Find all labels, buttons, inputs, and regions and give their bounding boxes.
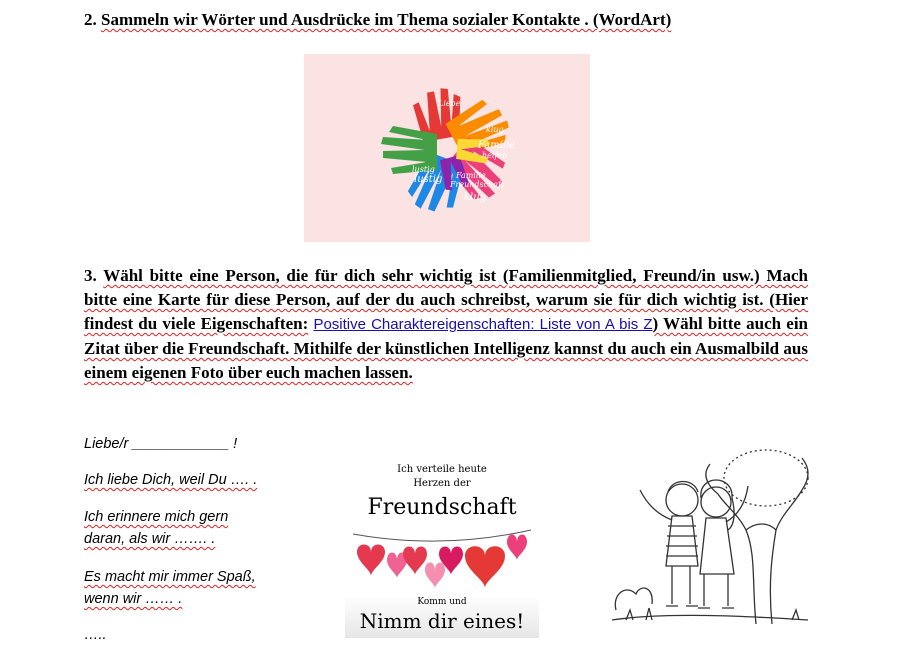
coloring-page-image <box>606 434 812 630</box>
quote-line-2: Herzen der <box>413 478 471 489</box>
quote-line-4: Komm und <box>417 597 467 607</box>
letter-line-fun-2-text: wenn wir …… . <box>84 591 183 607</box>
letter-line-fun-1 <box>84 566 256 588</box>
letter-line-love <box>84 469 257 491</box>
hearts-garland-illustration <box>345 446 539 638</box>
heart-icon <box>357 545 385 577</box>
kids-under-tree-illustration <box>606 434 812 630</box>
wordart-word-klug: klug <box>464 192 487 203</box>
character-traits-link[interactable]: Positive Charaktereigenschaften: Liste von A bis Z <box>313 316 653 333</box>
wordart-word-helfen: helfen <box>482 151 508 160</box>
letter-line-remember-1 <box>84 506 228 528</box>
task-3-number: 3. <box>84 266 97 285</box>
heart-icon <box>507 535 527 561</box>
letter-line-remember-2 <box>84 528 215 550</box>
wordart-word-familie-2: Familie <box>456 171 486 180</box>
hands-illustration <box>304 54 590 242</box>
quote-line-1: Ich verteile heute <box>397 464 487 475</box>
wordart-word-lustig-2: lustig <box>412 165 435 174</box>
heart-icon <box>465 546 505 588</box>
letter-line-fun-2 <box>84 588 182 610</box>
task-3-paragraph <box>84 264 808 385</box>
wordart-word-freundschaft: Freundschaft <box>450 180 505 189</box>
letter-line-love-text: Ich liebe Dich, weil Du …. . <box>84 472 258 488</box>
letter-ellipsis: ….. <box>84 627 107 643</box>
friendship-hearts-image <box>345 446 539 638</box>
task-2-heading <box>84 10 671 30</box>
wordart-hands-image <box>304 54 590 242</box>
wordart-word-klug-2: klug <box>486 125 504 134</box>
letter-greeting: Liebe/r ____________ ! <box>84 436 238 452</box>
wordart-word-liebe: Liebe <box>438 99 461 108</box>
letter-line-remember-1-text: Ich erinnere mich gern <box>84 509 229 525</box>
task-3-text-1: Wähl bitte eine Person, die für dich sehr wichtig ist (Familienmitglied, Freund/in usw.) Mach bitte eine Karte für diese Person, auf der du auch schreibst, warum sie für dich wichtig ist. (Hier findest du viele Eigenschaften: <box>84 266 808 333</box>
heart-icon <box>403 547 427 576</box>
wordart-word-lustig: lustig <box>414 174 443 185</box>
task-2-number: 2. <box>84 10 97 29</box>
letter-line-fun-1-text: Es macht mir immer Spaß, <box>84 569 256 585</box>
hanging-hearts <box>357 535 527 589</box>
letter-line-remember-2-text: daran, als wir ……. . <box>84 531 216 547</box>
task-3-text-2: ) Wähl bitte auch ein Zitat über die Freundschaft. Mithilfe der künstlichen Intelligenz kannst du auch ein Ausmalbild aus einem eigenen Foto über euch machen lassen. <box>84 314 809 382</box>
quote-line-5: Nimm dir eines! <box>359 609 525 633</box>
quote-line-3: Freundschaft <box>367 495 517 520</box>
heart-icon <box>425 563 445 589</box>
task-2-text: Sammeln wir Wörter und Ausdrücke im Thema sozialer Kontakte . (WordArt) <box>101 10 672 29</box>
wordart-word-familie: Familie <box>478 140 516 151</box>
